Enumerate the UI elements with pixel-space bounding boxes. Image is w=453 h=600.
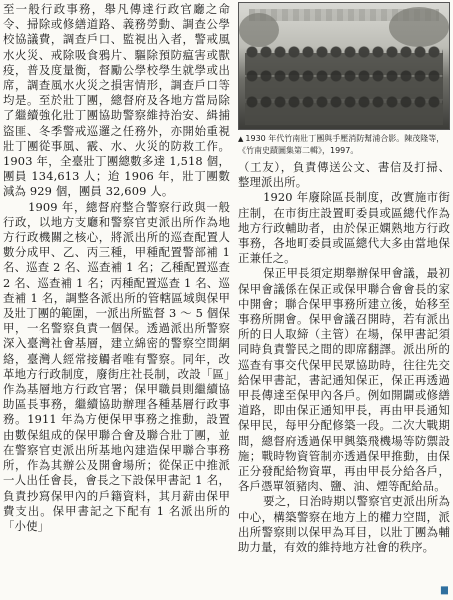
left-text-column (3, 2, 230, 598)
caption-triangle-icon: ▲ (238, 135, 244, 143)
caption-text: 1930 年代竹南壯丁團與手壓消防幫浦合影。陳茂隆等，《竹南史蹟圖集第二輯》，1997。 (238, 134, 445, 155)
photo-people-row (245, 95, 443, 125)
historical-group-photo (238, 2, 450, 130)
document-end-icon: ▆ (441, 585, 448, 595)
right-text-body (238, 160, 450, 555)
paragraph-local-duties: 至一般行政事務，舉凡傳達行政官廳之命令、掃除或修繕道路、義務勞動、調查公學校協議費，調查戶口、監視出入者，警戒風水火災、戒除吸食鴉片、驅除預防瘟害或獸疫，普及度量衡，督勵公學校學生就學或出席，調查風水火災之損害情形，調查戶口等均是。至於壯丁團，總督府及各地方當局除了繼續強化壯丁團協助警察維持治安、緝捕盜匪、冬季警戒巡邏之任務外，亦開始重視壯丁團從事風、霰、水、火災的防救工作。1903 年，全臺壯丁團總數多達 1,518 個，團員 134,613 人；迨 1906 年，壯丁團數減為 929 個，團員 32,609 人。 (3, 2, 230, 199)
paragraph-1909-reform: 1909 年，總督府整合警察行政與一般行政，以地方支廳和警察官吏派出所作為地方行政機關之核心，將派出所的巡查配置人數分成甲、乙、丙三種，甲種配置警部補 1 名、巡查 2 名、巡查補 1 名；乙種配置巡查 2 名、巡查補 1 名；丙種配置巡查 1 名、巡查補 1 名，調整各派出所的管轄區域與保甲及壯丁團的範圍，一派出所監督 3 ～ 5 個保甲，一名警察負責一個保。透過派出所警察深入臺灣社會基層，建立綿密的警察空間網絡，臺灣人經常接觸者唯有警察。同年，改革地方行政制度，廢街庄社長制，改設「區」作為基層地方行政官署；保甲職員則繼續協助區長事務，繼續協助辦理各種基層行政事務。1911 年為方便保甲事務之推動，設置由數保組成的保甲聯合會及聯合壯丁團，並在警察官吏派出所基地內建造保甲聯合事務所，作為其辦公及開會場所；從保正中推派一人出任會長，會長之下設保甲書記 1 名，負責抄寫保甲內的戶籍資料，其月薪由保甲費支出。保甲書記之下配有 1 名派出所的「小使」 (3, 199, 230, 533)
paragraph-baojia-meetings: 保正甲長須定期舉辦保甲會議，最初保甲會議係在保正或保甲聯合會會長的家中開會；聯合保甲事務所建立後，始移至事務所開會。保甲會議召開時，若有派出所的日人取締（主管）在場，保甲書記須同時負責警民之間的即席翻譯。派出所的巡查有事交代保甲民眾協助時，往往先交給保甲書記，書記通知保正，保正再透過甲長傳達至保甲內各戶。例如開闢或修繕道路，即由保正通知甲長，再由甲長通知保甲民，每甲分配修築一段。二次大戰期間，總督府透過保甲興築飛機場等防禦設施；戰時物資管制亦透過保甲推動，由保正分發配給物資單，再由甲長分給各戶，各戶憑單領豬肉、鹽、油、煙等配給品。 (238, 266, 450, 494)
photo-caption (238, 133, 450, 156)
paragraph-conclusion: 要之，日治時期以警察官吏派出所為中心，構築警察在地方上的權力空間，派出所警察則以保甲為耳目，以壯丁團為輔助力量，有效的維持地方社會的秩序。 (238, 494, 450, 555)
photo-tree-shape (239, 13, 279, 47)
paragraph-janitor: （工友），負責傳送公文、書信及打掃、整理派出所。 (238, 160, 450, 190)
photo-tree-shape (389, 7, 449, 47)
right-column (238, 2, 450, 598)
paragraph-1920: 1920 年廢除區長制度，改實施市街庄制，在市街庄設置町委員或區總代作為地方行政輔助者，由於保正嫻熟地方行政事務，各地町委員或區總代大多由當地保正兼任之。 (238, 190, 450, 266)
